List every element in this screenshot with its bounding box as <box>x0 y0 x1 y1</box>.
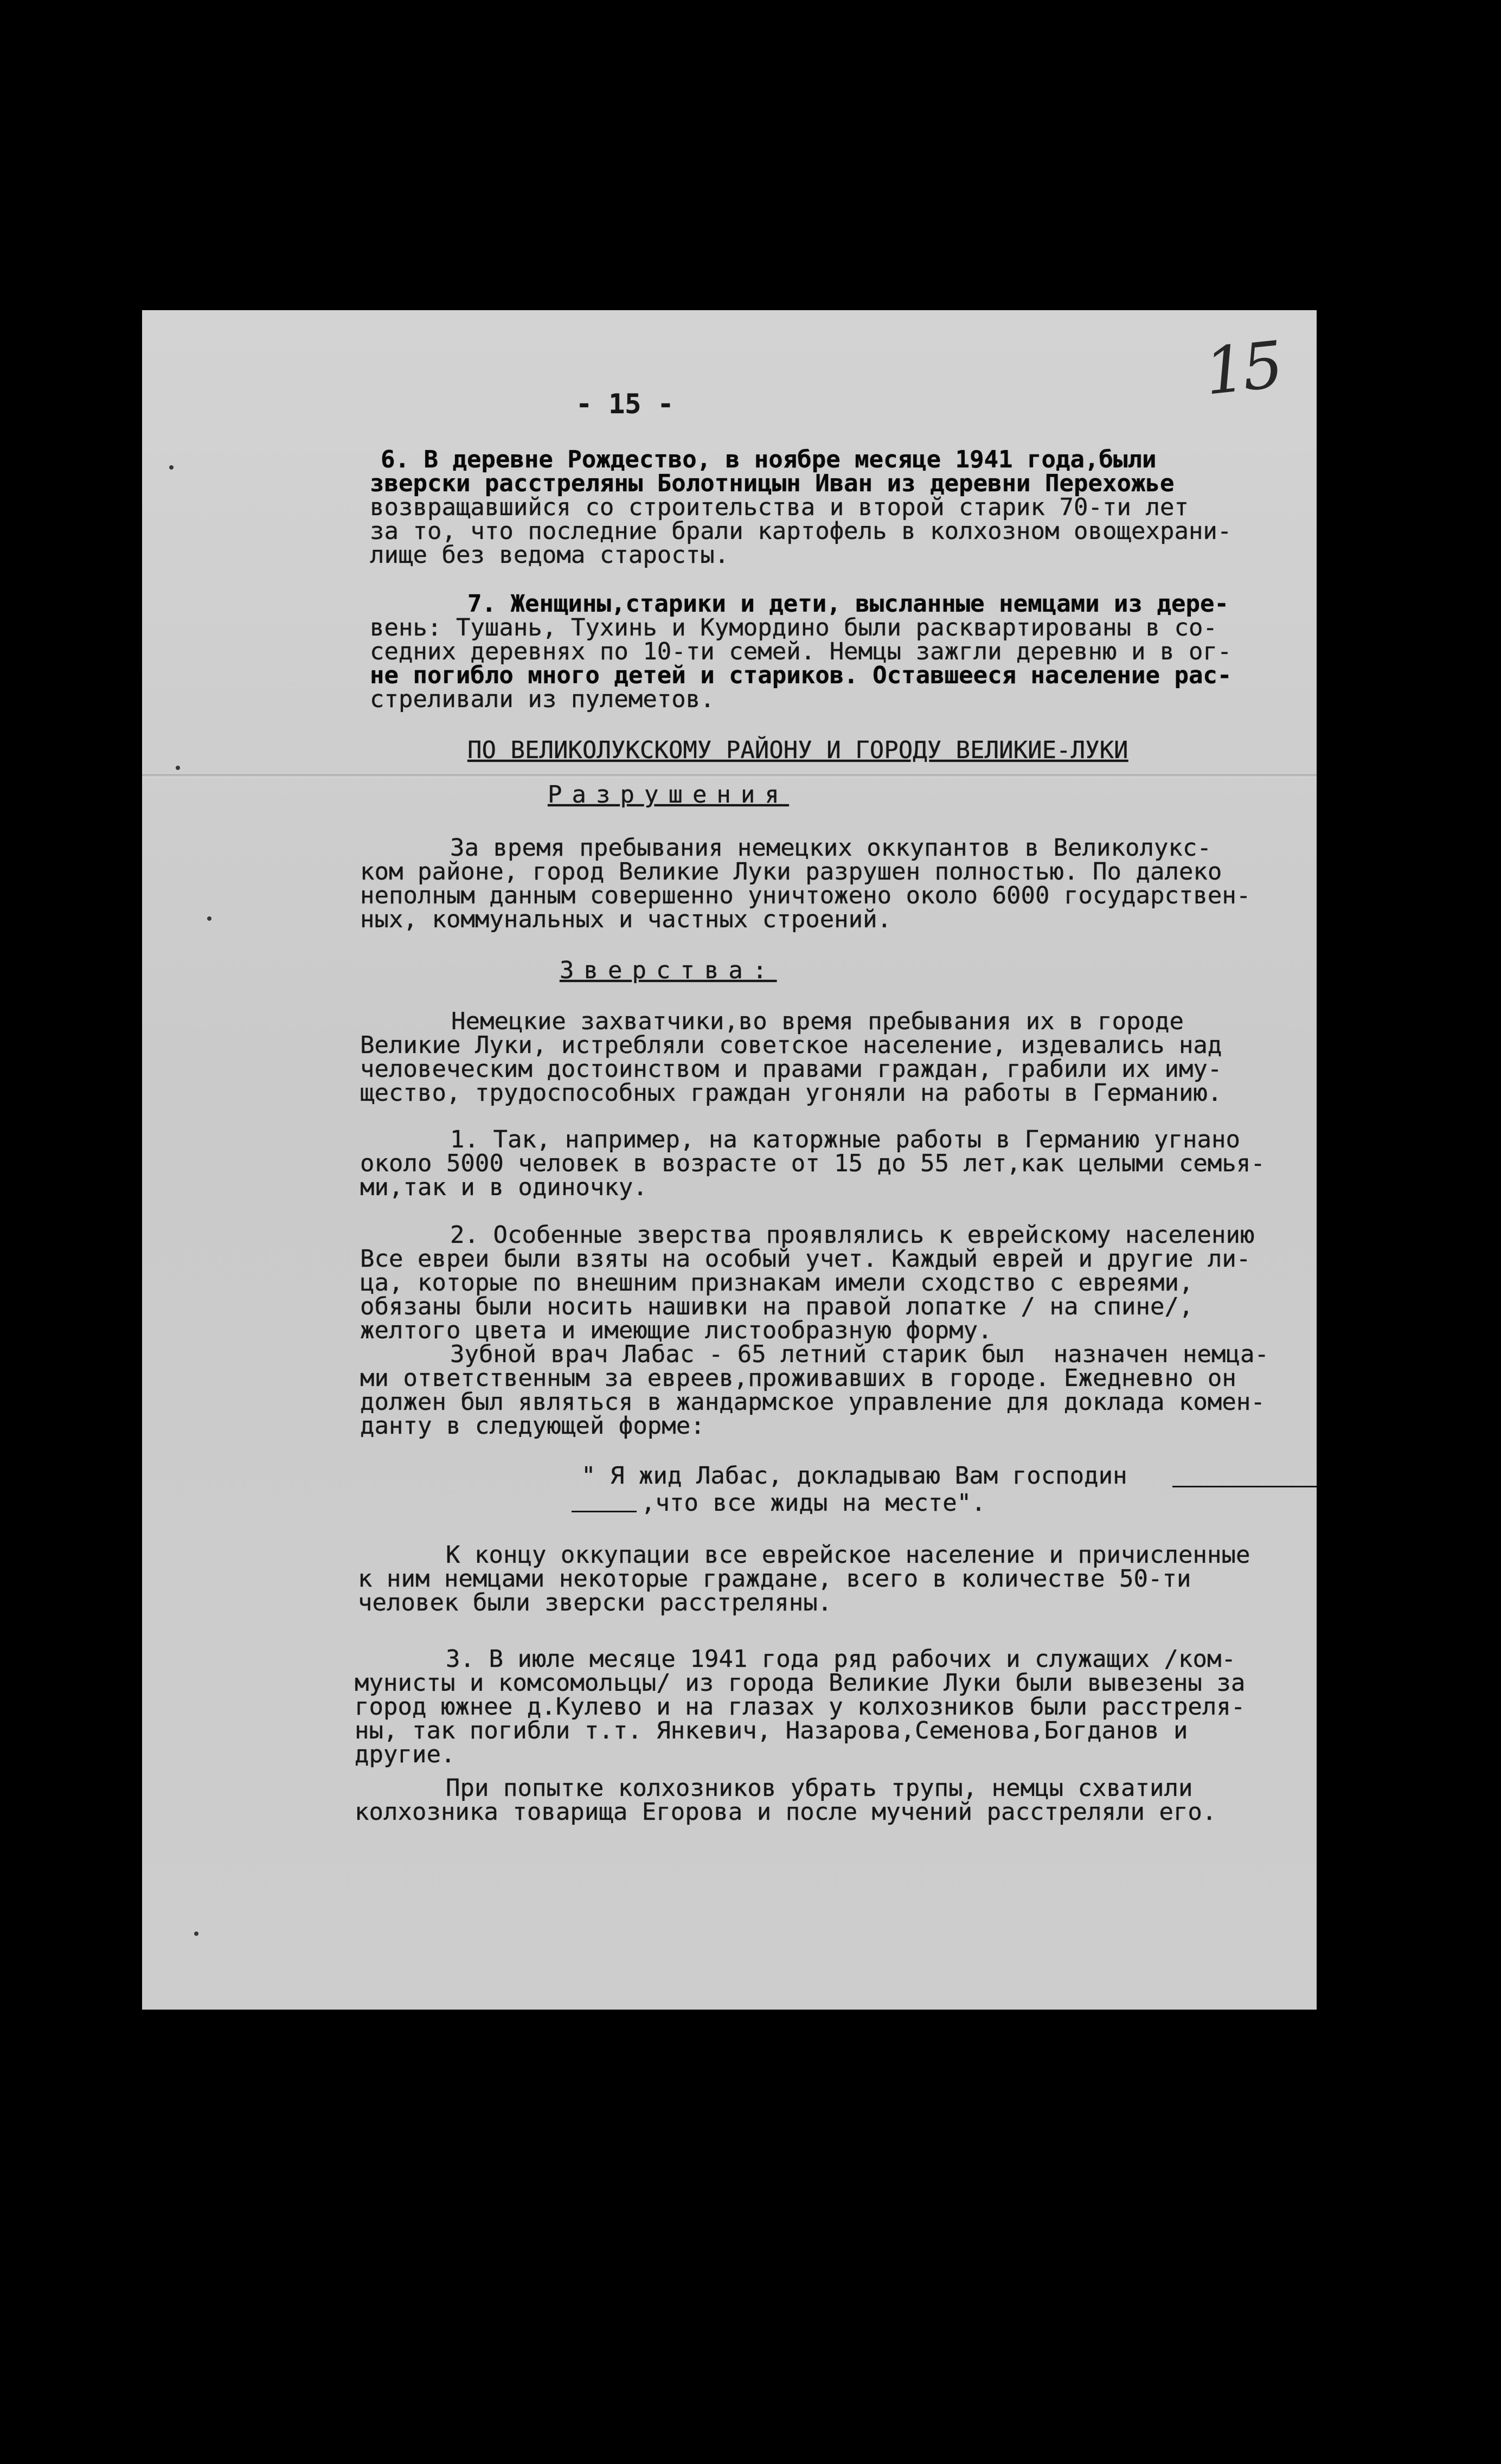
text-line: К концу оккупации все еврейское население и причисленные <box>446 1541 1250 1569</box>
text-line: вень: Тушань, Тухинь и Кумордино были расквартированы в со- <box>370 614 1217 641</box>
text-line: стреливали из пулеметов. <box>370 685 715 713</box>
text-line: возвращавшийся со строительства и второй старик 70-ти лет <box>370 493 1189 521</box>
text-line: обязаны были носить нашивки на правой лопатке / на спине/, <box>360 1293 1194 1320</box>
text-line: 2. Особенные зверства проявлялись к еврейскому населению <box>450 1221 1255 1249</box>
text-line: ца, которые по внешним признакам имели сходство с евреями, <box>360 1269 1194 1297</box>
text-line: 3. В июле месяце 1941 года ряд рабочих и служащих /ком- <box>446 1645 1236 1673</box>
text-line: мунисты и комсомольцы/ из города Великие Луки были вывезены за <box>355 1669 1246 1697</box>
text-line: не погибло много детей и стариков. Оставшееся население рас- <box>370 662 1232 689</box>
quote-line: " Я жид Лабас, докладываю Вам господин <box>581 1462 1127 1490</box>
text-line: ми ответственным за евреев,проживавших в городе. Ежедневно он <box>360 1364 1236 1392</box>
text-line: неполным данным совершенно уничтожено около 6000 государствен- <box>360 882 1251 909</box>
text-line: желтого цвета и имеющие листообразную форму. <box>360 1317 992 1344</box>
margin-speck <box>194 1932 198 1936</box>
text-line: человеческим достоинством и правами граждан, грабили их иму- <box>360 1055 1222 1083</box>
document-page <box>142 310 1317 2010</box>
text-line: ных, коммунальных и частных строений. <box>360 906 892 933</box>
page-fold <box>142 774 1317 778</box>
text-line: другие. <box>355 1741 456 1768</box>
text-line: лище без ведома старосты. <box>370 541 729 569</box>
folio-number: 15 <box>1201 327 1284 409</box>
text-line: город южнее д.Кулево и на глазах у колхозников были расстреля- <box>355 1693 1246 1721</box>
text-line: колхозника товарища Егорова и после мучений расстреляли его. <box>355 1798 1217 1826</box>
text-line: за то, что последние брали картофель в колхозном овощехрани- <box>370 517 1232 545</box>
text-line: За время пребывания немецких оккупантов в Великолукс- <box>450 834 1211 862</box>
margin-speck <box>207 916 211 921</box>
quote-line: ,что все жиды на месте". <box>641 1489 986 1517</box>
text-line: Зубной врач Лабас - 65 летний старик был назначен немца- <box>450 1340 1269 1368</box>
text-line: должен был являться в жандармское управление для доклада комен- <box>360 1388 1265 1416</box>
text-line: седних деревнях по 10-ти семей. Немцы зажгли деревню и в ог- <box>370 638 1232 665</box>
text-line: Великие Луки, истребляли советское население, издевались над <box>360 1031 1222 1059</box>
text-line: 7. Женщины,старики и дети, высланные немцами из дере- <box>467 590 1229 618</box>
page-number: - 15 - <box>576 388 674 420</box>
blank-line <box>572 1511 637 1512</box>
heading-atrocities: Зверства: <box>560 957 777 984</box>
text-line: щество, трудоспособных граждан угоняли на работы в Германию. <box>360 1079 1222 1107</box>
text-line: При попытке колхозников убрать трупы, немцы схватили <box>446 1774 1193 1802</box>
text-line: Все евреи были взяты на особый учет. Каждый еврей и другие ли- <box>360 1245 1251 1273</box>
section-title: ПО ВЕЛИКОЛУКСКОМУ РАЙОНУ И ГОРОДУ ВЕЛИКИЕ-ЛУКИ <box>467 736 1128 764</box>
heading-destruction: Разрушения <box>548 781 789 809</box>
blank-line <box>1172 1486 1317 1487</box>
text-line: 1. Так, например, на каторжные работы в Германию угнано <box>450 1126 1240 1153</box>
text-line: ны, так погибли т.т. Янкевич, Назарова,Семенова,Богданов и <box>355 1717 1188 1744</box>
text-line: зверски расстреляны Болотницын Иван из деревни Перехожье <box>370 470 1175 497</box>
text-line: человек были зверски расстреляны. <box>358 1589 832 1616</box>
text-line: ком районе, город Великие Луки разрушен полностью. По далеко <box>360 858 1222 886</box>
text-line: данту в следующей форме: <box>360 1412 705 1440</box>
text-line: 6. В деревне Рождество, в ноябре месяце 1941 года,были <box>381 446 1157 473</box>
margin-speck <box>176 766 180 770</box>
text-line: к ним немцами некоторые граждане, всего в количестве 50-ти <box>358 1565 1191 1593</box>
margin-speck <box>169 465 174 470</box>
text-line: около 5000 человек в возрасте от 15 до 55 лет,как целыми семья- <box>360 1150 1265 1177</box>
text-line: Немецкие захватчики,во время пребывания их в городе <box>451 1008 1184 1035</box>
text-line: ми,так и в одиночку. <box>360 1173 647 1201</box>
